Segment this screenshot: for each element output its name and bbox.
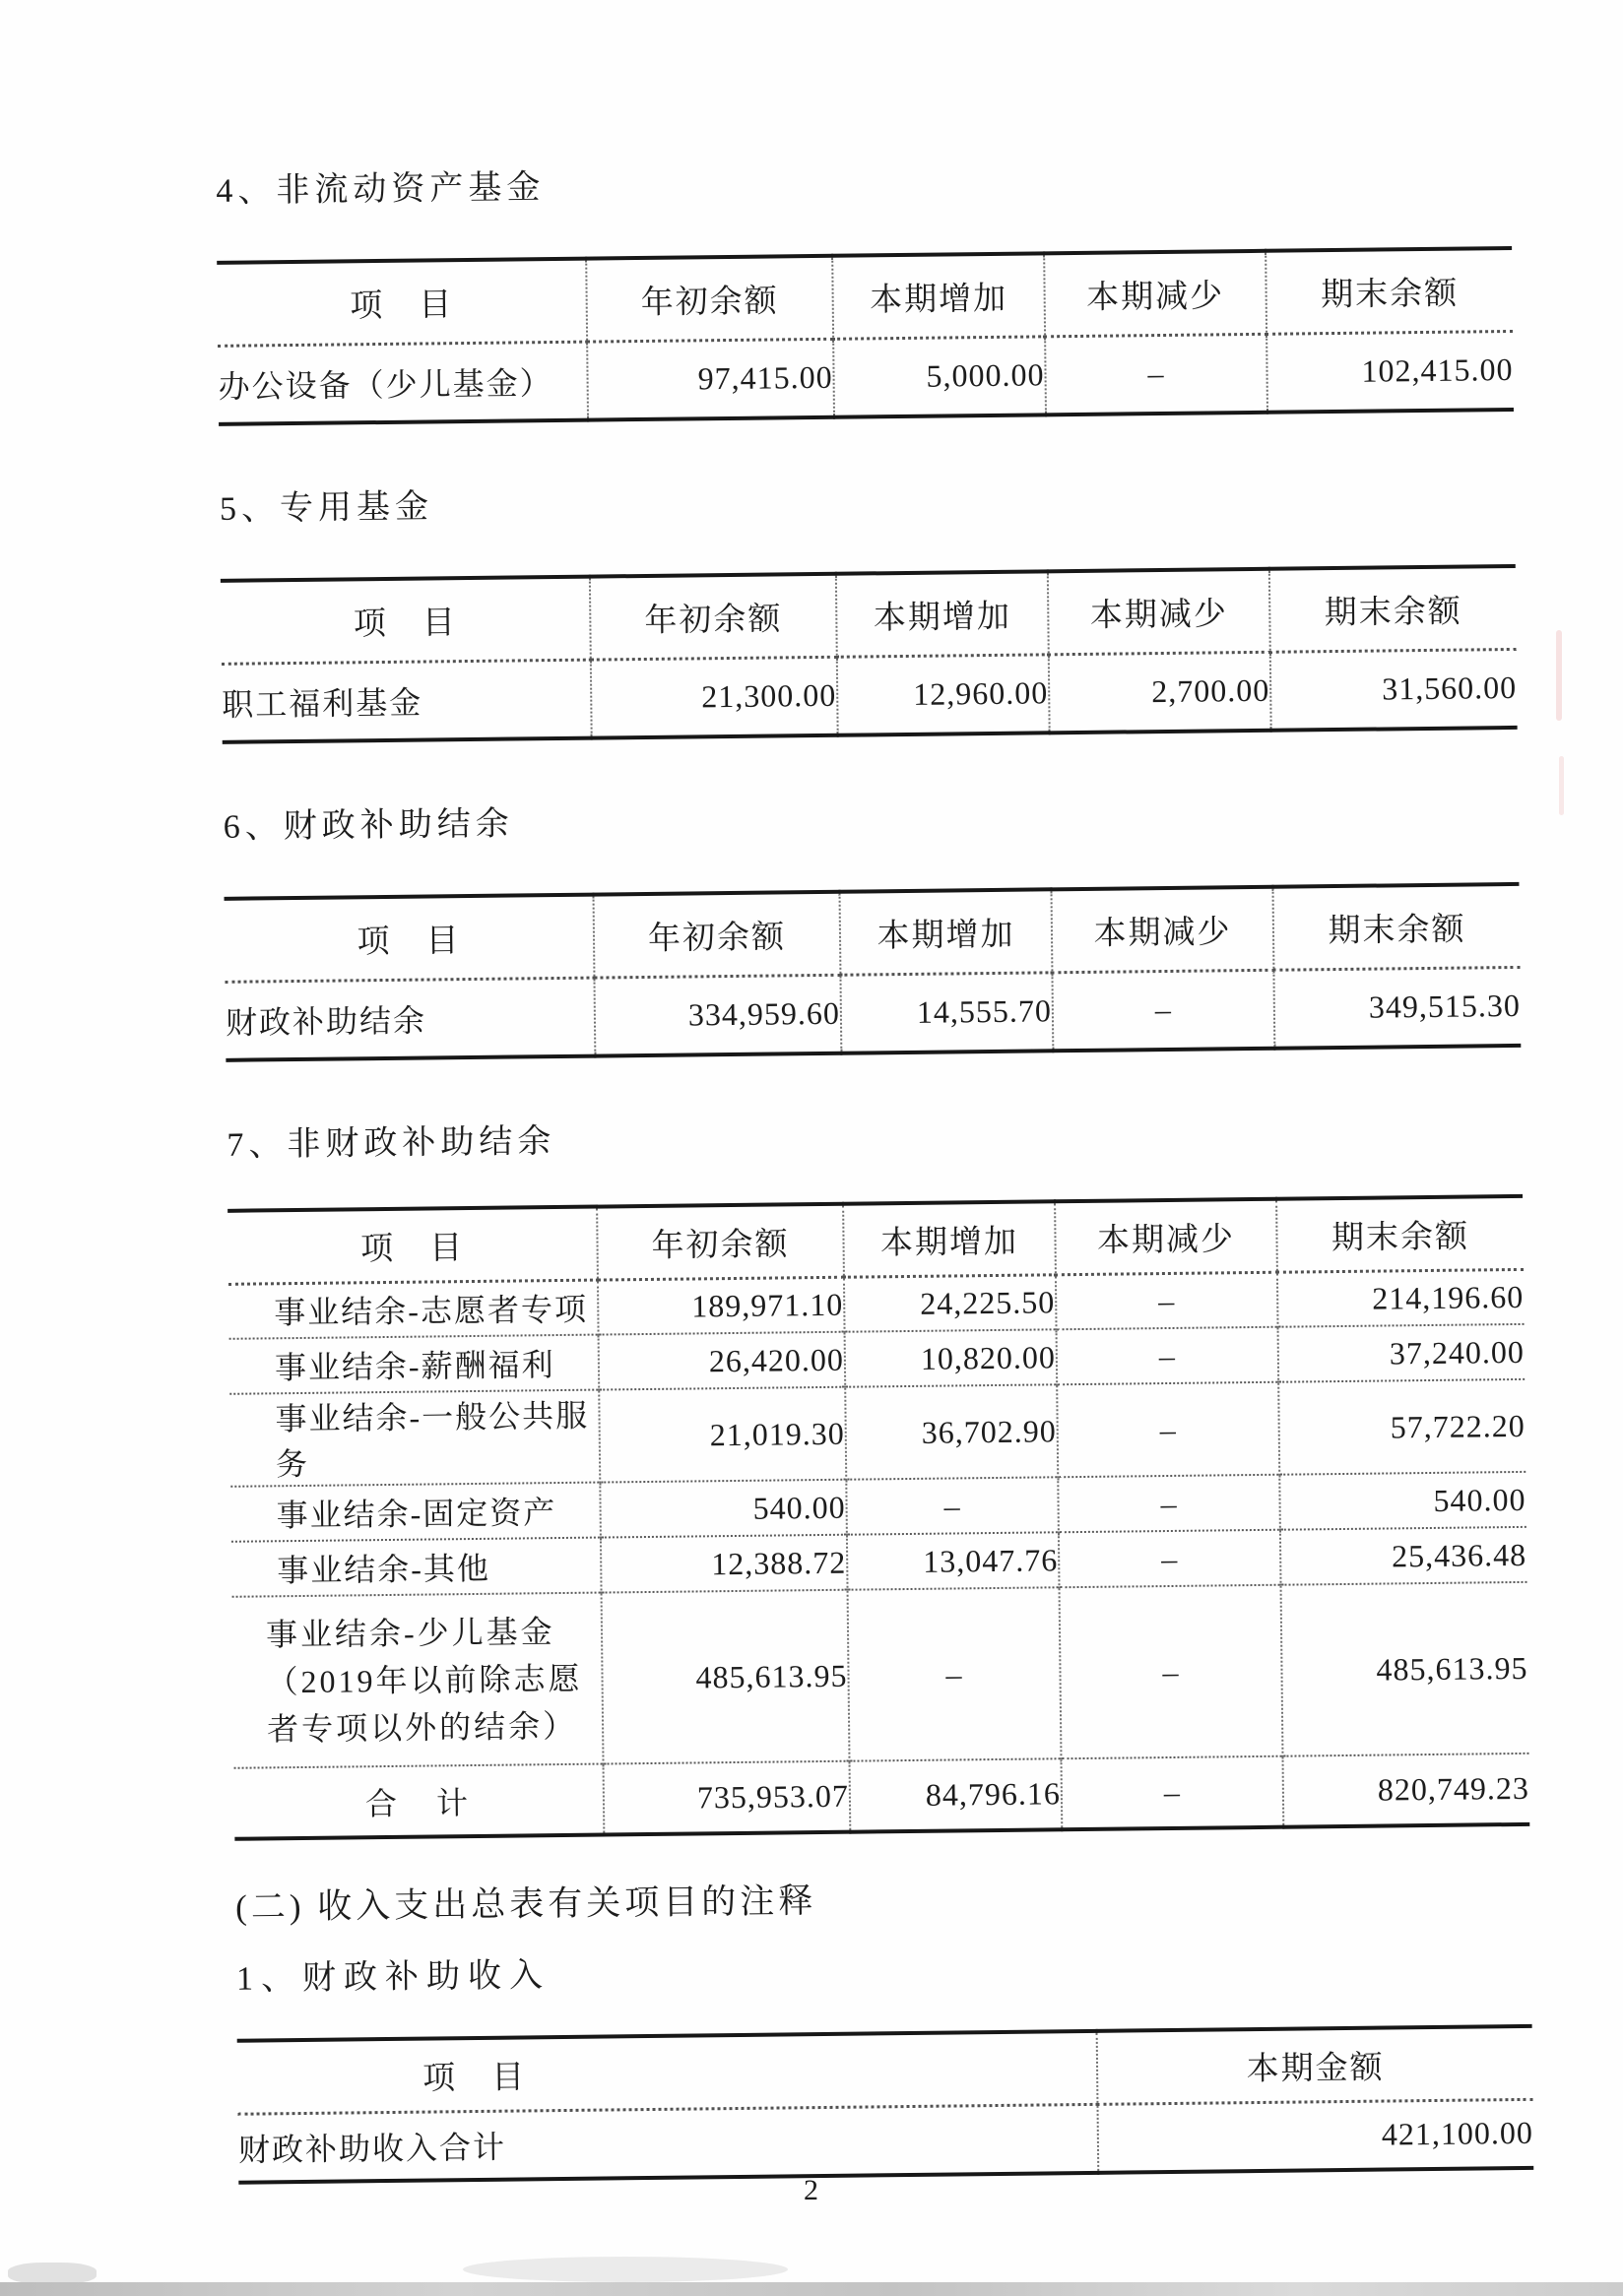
cell-value: – xyxy=(848,1587,1062,1760)
row-label: 财政补助收入合计 xyxy=(237,2129,507,2168)
row-label: 事业结余-固定资产 xyxy=(276,1495,557,1534)
column-header-item: 项 目 xyxy=(353,605,458,643)
scan-edge-mark xyxy=(1559,756,1564,815)
column-header-begin-balance: 年初余额 xyxy=(597,1204,844,1280)
cell-value: 10,820.00 xyxy=(845,1329,1058,1386)
table-header-row xyxy=(225,884,1521,982)
column-header-end-balance: 期末余额 xyxy=(1269,566,1517,652)
column-header-period-decrease: 本期减少 xyxy=(1044,251,1266,337)
table-row xyxy=(222,649,1518,742)
column-header-item: 项 目 xyxy=(350,287,454,325)
cell-value: 31,560.00 xyxy=(1270,649,1518,731)
section-title: 7、非财政补助结余 xyxy=(227,1123,556,1164)
section-special-fund xyxy=(220,466,1623,744)
cell-value: 57,722.20 xyxy=(1278,1379,1526,1475)
column-header-begin-balance: 年初余额 xyxy=(594,892,841,978)
fiscal-subsidy-balance-table xyxy=(225,882,1522,1062)
cell-value: – xyxy=(1058,1475,1280,1533)
row-label: 办公设备（少儿基金） xyxy=(218,364,553,405)
table-row xyxy=(229,1379,1526,1487)
notes-section-heading: (二) 收入支出总表有关项目的注释 xyxy=(234,1881,817,1927)
column-header-begin-balance: 年初余额 xyxy=(586,256,833,342)
cell-value: 24,225.50 xyxy=(844,1274,1057,1331)
table-header-row xyxy=(217,248,1513,346)
table-row xyxy=(218,331,1514,424)
column-header-begin-balance: 年初余额 xyxy=(590,574,837,660)
cell-value: 12,960.00 xyxy=(837,654,1050,734)
subsection-title: 1、财政补助收入 xyxy=(235,1957,552,1998)
cell-value: 820,749.23 xyxy=(1282,1754,1529,1827)
special-fund-table xyxy=(221,564,1518,744)
cell-value: 349,515.30 xyxy=(1273,967,1521,1049)
cell-value: 5,000.00 xyxy=(833,336,1046,416)
table-row xyxy=(232,1582,1529,1768)
row-label: 事业结余-少儿基金（2019年以前除志愿者专项以外的结余） xyxy=(265,1614,583,1748)
section-title: 6、财政补助结余 xyxy=(223,805,514,846)
cell-value: – xyxy=(1060,1585,1283,1759)
cell-value: 21,019.30 xyxy=(599,1387,846,1483)
column-header-item: 项 目 xyxy=(422,2060,527,2097)
section-title: 5、专用基金 xyxy=(219,488,434,528)
column-header-period-decrease: 本期减少 xyxy=(1055,1199,1277,1275)
table-row xyxy=(225,967,1521,1060)
row-label: 事业结余-一般公共服务 xyxy=(275,1397,590,1483)
table-total-row xyxy=(234,1754,1530,1839)
cell-value: 540.00 xyxy=(1279,1472,1526,1530)
fiscal-subsidy-income-table xyxy=(237,2024,1534,2185)
scan-artifact-bottom xyxy=(0,2282,1623,2296)
column-header-item: 项 目 xyxy=(357,923,461,961)
scan-edge-mark xyxy=(1556,630,1562,721)
table-row xyxy=(238,2099,1534,2183)
cell-value: 102,415.00 xyxy=(1266,331,1514,413)
table-header-row xyxy=(221,566,1517,664)
cell-value: 2,700.00 xyxy=(1049,652,1271,733)
column-header-period-decrease: 本期减少 xyxy=(1048,569,1270,655)
cell-value: 214,196.60 xyxy=(1277,1269,1525,1327)
cell-value: 84,796.16 xyxy=(850,1758,1063,1831)
column-header-period-amount: 本期金额 xyxy=(1097,2026,1533,2104)
row-label: 事业结余-薪酬福利 xyxy=(274,1347,555,1386)
page-number: 2 xyxy=(804,2174,819,2206)
cell-value: 485,613.95 xyxy=(1281,1582,1529,1756)
cell-value: – xyxy=(846,1477,1059,1534)
cell-value: 97,415.00 xyxy=(587,339,834,420)
row-label: 事业结余-志愿者专项 xyxy=(274,1291,589,1331)
cell-value: 540.00 xyxy=(600,1480,847,1538)
noncurrent-asset-fund-table xyxy=(217,246,1514,426)
column-header-end-balance: 期末余额 xyxy=(1272,884,1520,970)
cell-value: 12,388.72 xyxy=(601,1535,848,1593)
column-header-item: 项 目 xyxy=(359,1230,465,1268)
column-header-end-balance: 期末余额 xyxy=(1266,248,1513,334)
cell-value: 189,971.10 xyxy=(598,1277,845,1335)
section-fiscal-subsidy-balance xyxy=(223,784,1623,1062)
cell-value: 14,555.70 xyxy=(840,972,1053,1052)
section-title: 4、非流动资产基金 xyxy=(216,169,546,210)
column-header-period-increase: 本期增加 xyxy=(832,253,1045,338)
cell-value: 25,436.48 xyxy=(1280,1527,1527,1585)
cell-value: 485,613.95 xyxy=(602,1590,850,1764)
column-header-period-increase: 本期增加 xyxy=(836,571,1049,656)
cell-value: 421,100.00 xyxy=(1097,2099,1533,2173)
section-noncurrent-asset-fund xyxy=(216,148,1619,426)
cell-value: – xyxy=(1057,1382,1279,1478)
cell-value: – xyxy=(1045,334,1267,415)
cell-value: 21,300.00 xyxy=(591,657,838,738)
cell-value: 37,240.00 xyxy=(1278,1324,1526,1382)
row-label: 职工福利基金 xyxy=(222,684,423,723)
cell-value: – xyxy=(1061,1756,1283,1830)
total-row-label: 合 计 xyxy=(364,1784,473,1821)
cell-value: 735,953.07 xyxy=(604,1761,851,1835)
cell-value: 13,047.76 xyxy=(847,1532,1060,1589)
cell-value: – xyxy=(1056,1272,1278,1330)
cell-value: – xyxy=(1059,1530,1281,1588)
section-nonfiscal-subsidy-balance xyxy=(227,1102,1623,1841)
cell-value: 334,959.60 xyxy=(594,975,841,1056)
column-header-period-increase: 本期增加 xyxy=(839,889,1052,974)
cell-value: – xyxy=(1057,1327,1279,1385)
cell-value: 36,702.90 xyxy=(845,1384,1058,1479)
scan-smudge xyxy=(8,2263,97,2284)
row-label: 事业结余-其他 xyxy=(277,1550,491,1589)
column-header-period-decrease: 本期减少 xyxy=(1051,887,1273,973)
nonfiscal-subsidy-balance-table xyxy=(227,1194,1529,1841)
scan-smudge xyxy=(463,2257,788,2282)
column-header-period-increase: 本期增加 xyxy=(843,1201,1056,1276)
row-label: 财政补助结余 xyxy=(225,1002,427,1041)
column-header-end-balance: 期末余额 xyxy=(1276,1196,1524,1272)
cell-value: 26,420.00 xyxy=(599,1332,846,1390)
cell-value: – xyxy=(1052,970,1274,1052)
